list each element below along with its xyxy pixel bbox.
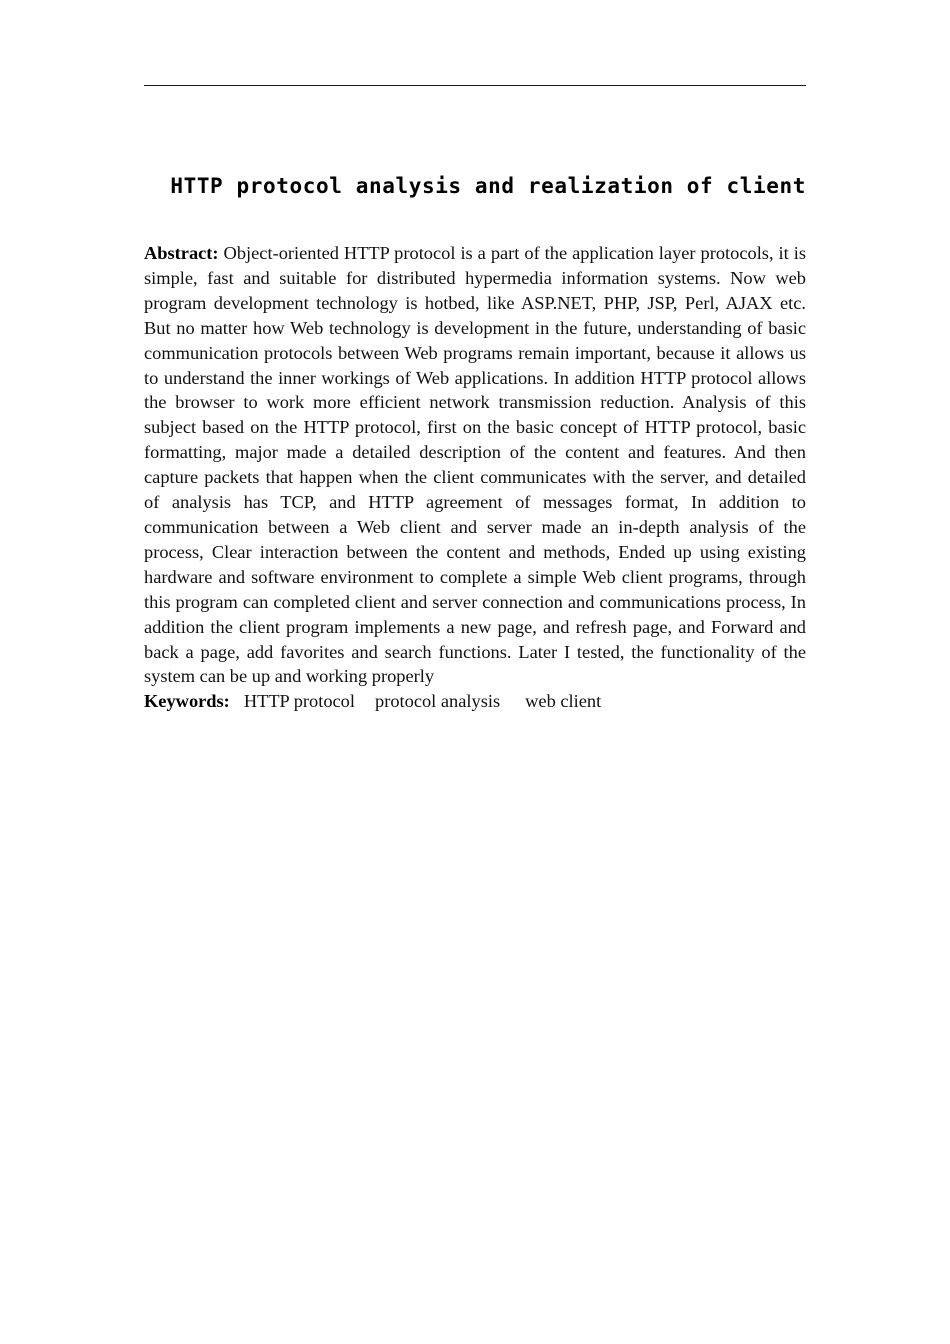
keyword-item: HTTP protocol — [243, 691, 355, 711]
header-rule — [144, 85, 806, 86]
document-title: HTTP protocol analysis and realization of client — [170, 174, 806, 198]
keywords-label: Keywords: — [144, 691, 230, 711]
abstract-text: Object-oriented HTTP protocol is a part of the application layer protocols, it is simple, fast and suitable for distributed hypermedia information systems. Now web program development technology is hotbed, like ASP.NET, PHP, JSP, Perl, AJAX etc. But no matter how Web technology is development in the future, understanding of basic communication protocols between Web programs remain important, because it allows us to understand the inner workings of Web applications. In addition HTTP protocol allows the browser to work more efficient network transmission reduction. Analysis of this subject based on the HTTP protocol, first on the basic concept of HTTP protocol, basic formatting, major made a detailed description of the content and features. And then capture packets that happen when the client communicates with the server, and detailed of analysis has TCP, and HTTP agreement of messages format, In addition to communication between a Web client and server made an in-depth analysis of the process, Clear interaction between the content and methods, Ended up using existing hardware and software environment to complete a simple Web client programs, through this program can completed client and server connection and communications process, In addition the client program implements a new page, and refresh page, and Forward and back a page, add favorites and search functions. Later I tested, the functionality of the system can be up and working properly — [144, 243, 806, 687]
abstract-label: Abstract: — [144, 243, 219, 263]
keywords-line — [144, 689, 806, 714]
abstract-paragraph — [144, 241, 806, 689]
keyword-item: web client — [525, 691, 602, 711]
keyword-item: protocol analysis — [375, 691, 501, 711]
